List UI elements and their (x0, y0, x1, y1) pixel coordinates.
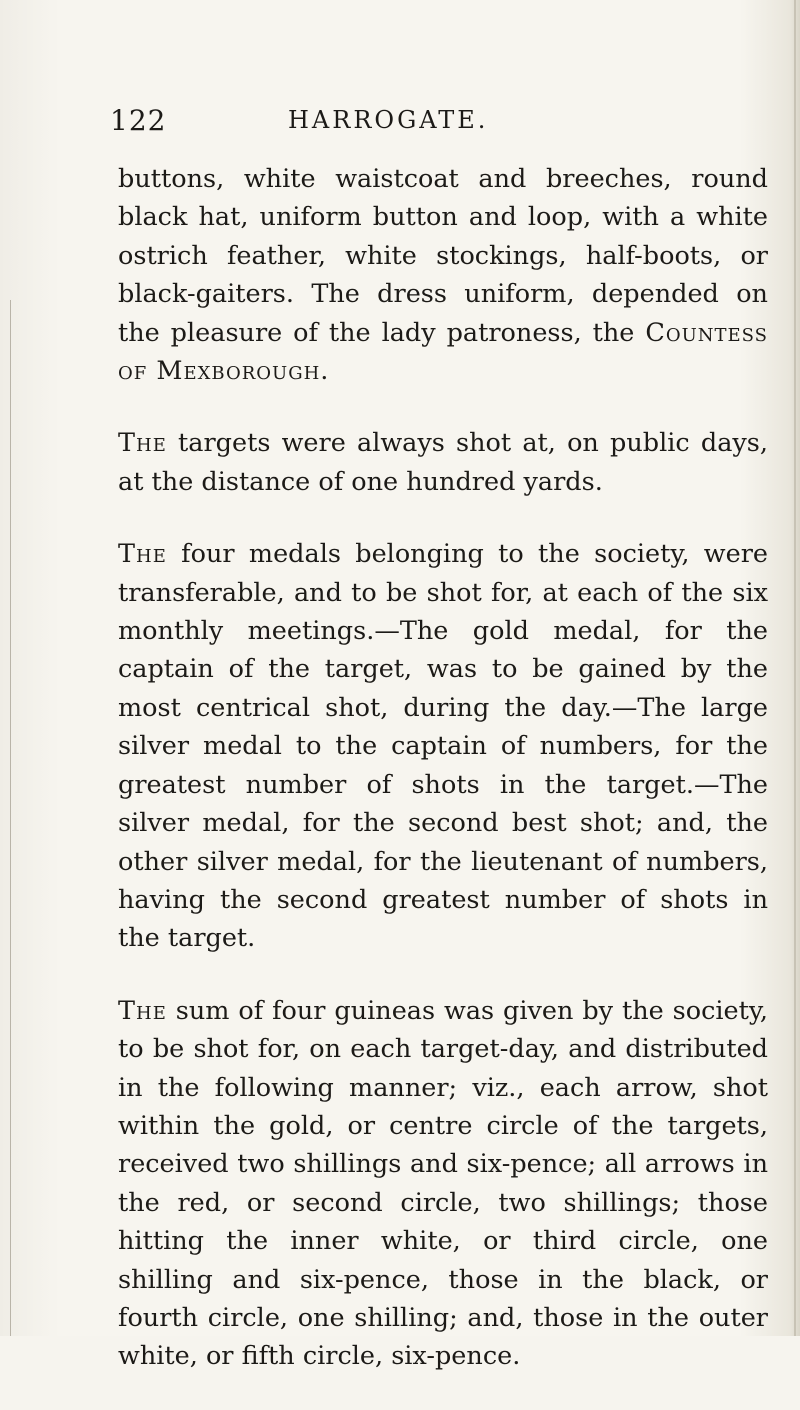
paragraph-4-lead: The (118, 995, 167, 1026)
paragraph-3-text: four medals belonging to the society, were transferable, and to be shot for, at each of the six monthly meetings.—The gold medal, for the captain of the target, was to be gained by the most centrical shot, during the day.—The large silver medal to the captain of numbers, for the greatest number of shots in the target.—The silver medal, for the second best shot; and, the other silver medal, for the lieutenant of numbers, having the second greatest number of shots in the target. (118, 539, 768, 954)
body-text (118, 160, 768, 1410)
paragraph-1-text: buttons, white waistcoat and breeches, round black hat, uniform button and loop, with a white ostrich feather, white stockings, half-boots, or black-gaiters. The dress uniform, depended on the pleasure of the lady patroness, the (118, 164, 768, 348)
page-header (110, 104, 770, 144)
patroness-name: Countess of Mexborough. (118, 317, 768, 387)
paragraph-3 (118, 535, 768, 957)
page-edge (794, 0, 796, 1336)
paragraph-4 (118, 992, 768, 1376)
running-head: HARROGATE. (288, 106, 489, 134)
paragraph-1 (118, 160, 768, 390)
page-number: 122 (110, 104, 167, 137)
gutter-line (10, 300, 11, 1336)
paragraph-2 (118, 424, 768, 501)
paragraph-2-text: targets were always shot at, on public days, at the distance of one hundred yards. (118, 428, 768, 497)
paragraph-4-text: sum of four guineas was given by the society, to be shot for, on each target-day, and distributed in the following manner; viz., each arrow, shot within the gold, or centre circle of the targets, received two shillings and six-pence; all arrows in the red, or second circle, two shillings; those hitting the inner white, or third circle, one shilling and six-pence, those in the black, or fourth circle, one shilling; and, those in the outer white, or fifth circle, six-pence. (118, 995, 768, 1372)
paragraph-3-lead: The (118, 539, 167, 570)
paragraph-2-lead: The (118, 428, 167, 459)
